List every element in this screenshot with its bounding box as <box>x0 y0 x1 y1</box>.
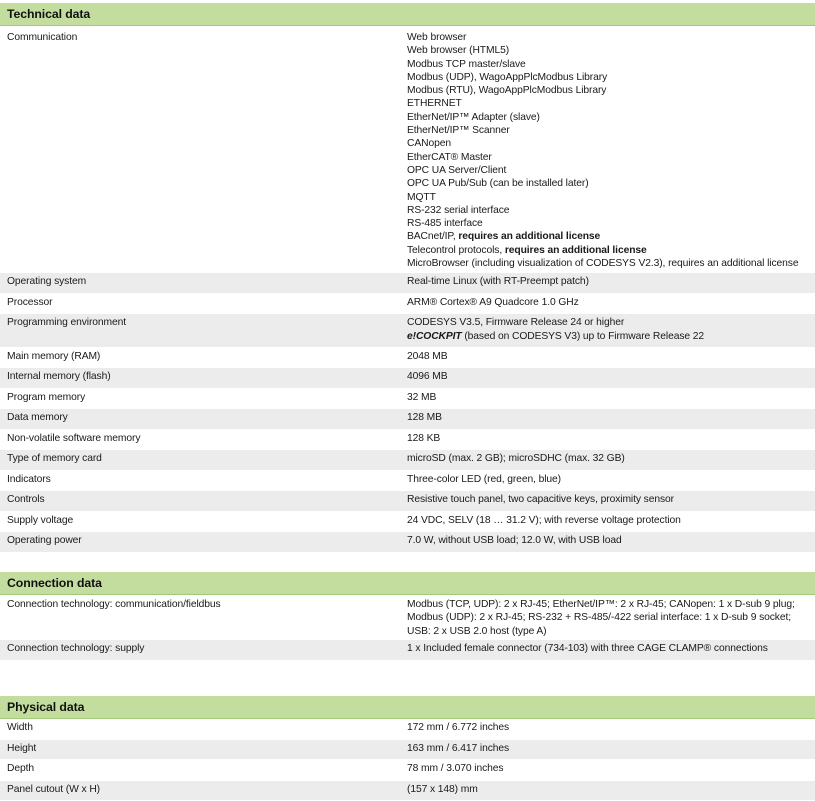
spec-value: 4096 MB <box>407 368 815 388</box>
comm-item: Modbus (UDP), WagoAppPlcModbus Library <box>407 71 815 84</box>
spec-row <box>0 719 815 740</box>
spec-label: Program memory <box>0 389 407 409</box>
spec-value: 128 MB <box>407 409 815 429</box>
spec-row <box>0 781 815 801</box>
comm-item: Modbus TCP master/slave <box>407 58 815 71</box>
section-title-technical: Technical data <box>0 3 815 26</box>
row-communication <box>0 26 815 273</box>
spec-row <box>0 471 815 492</box>
spec-value: 2048 MB <box>407 348 815 368</box>
communication-list <box>407 31 815 270</box>
fieldbus-line: Modbus (UDP): 2 x RJ-45; RS-232 + RS-485/-422 serial interface: 1 x D-sub 9 socket; <box>407 611 815 624</box>
section-title-physical: Physical data <box>0 696 815 719</box>
spec-label: Data memory <box>0 409 407 429</box>
comm-item: ETHERNET <box>407 97 815 110</box>
spec-row <box>0 491 815 512</box>
value-processor: ARM® Cortex® A9 Quadcore 1.0 GHz <box>407 294 815 314</box>
spec-value: 163 mm / 6.417 inches <box>407 740 815 760</box>
comm-item: CANopen <box>407 137 815 150</box>
spec-value: 128 KB <box>407 430 815 450</box>
spec-row <box>0 409 815 430</box>
value-prog-env-line2: e!COCKPIT (based on CODESYS V3) up to Firmware Release 22 <box>407 330 815 343</box>
fieldbus-line: USB: 2 x USB 2.0 host (type A) <box>407 625 815 638</box>
comm-item: EtherCAT® Master <box>407 151 815 164</box>
comm-item: OPC UA Server/Client <box>407 164 815 177</box>
row-fieldbus <box>0 595 815 640</box>
label-programming-environment: Programming environment <box>7 316 407 329</box>
spec-value: 78 mm / 3.070 inches <box>407 760 815 780</box>
spec-row <box>0 348 815 369</box>
connection-data-section <box>0 572 815 661</box>
comm-item: MQTT <box>407 191 815 204</box>
comm-item-bacnet: BACnet/IP, requires an additional license <box>407 230 815 243</box>
spec-label: Operating power <box>0 532 407 552</box>
spec-value: Resistive touch panel, two capacitive keys, proximity sensor <box>407 491 815 511</box>
spec-row <box>0 532 815 553</box>
spec-row <box>0 512 815 533</box>
technical-data-section <box>0 3 815 553</box>
spec-label: Internal memory (flash) <box>0 368 407 388</box>
row-processor <box>0 294 815 315</box>
row-programming-environment <box>0 314 815 348</box>
comm-item-microbrowser: MicroBrowser (including visualization of CODESYS V2.3), requires an additional license <box>407 257 815 270</box>
spec-value: microSD (max. 2 GB); microSDHC (max. 32 GB) <box>407 450 815 470</box>
spec-value: 7.0 W, without USB load; 12.0 W, with USB load <box>407 532 815 552</box>
comm-item: Web browser (HTML5) <box>407 44 815 57</box>
spec-label: Depth <box>0 760 407 780</box>
spec-row <box>0 368 815 389</box>
spec-value: 24 VDC, SELV (18 … 31.2 V); with reverse voltage protection <box>407 512 815 532</box>
comm-item: EtherNet/IP™ Scanner <box>407 124 815 137</box>
spec-label: Panel cutout (W x H) <box>0 781 407 801</box>
spec-row <box>0 389 815 410</box>
label-fieldbus: Connection technology: communication/fieldbus <box>7 598 407 611</box>
comm-item: OPC UA Pub/Sub (can be installed later) <box>407 177 815 190</box>
spec-row <box>0 430 815 451</box>
spec-row <box>0 740 815 761</box>
row-operating-system <box>0 273 815 294</box>
comm-item: Web browser <box>407 31 815 44</box>
spec-row <box>0 450 815 471</box>
comm-item-telecontrol: Telecontrol protocols, requires an additional license <box>407 244 815 257</box>
spec-value: 172 mm / 6.772 inches <box>407 719 815 739</box>
section-title-connection: Connection data <box>0 572 815 595</box>
spec-value: 32 MB <box>407 389 815 409</box>
comm-item: EtherNet/IP™ Adapter (slave) <box>407 111 815 124</box>
value-operating-system: Real-time Linux (with RT-Preempt patch) <box>407 273 815 293</box>
spec-label: Non-volatile software memory <box>0 430 407 450</box>
label-operating-system: Operating system <box>0 273 407 293</box>
label-communication: Communication <box>7 31 407 44</box>
comm-item: RS-485 interface <box>407 217 815 230</box>
fieldbus-line: Modbus (TCP, UDP): 2 x RJ-45; EtherNet/IP™: 2 x RJ-45; CANopen: 1 x D-sub 9 plug; <box>407 598 815 611</box>
spec-label: Height <box>0 740 407 760</box>
row-supply-connection <box>0 640 815 661</box>
value-prog-env-line1: CODESYS V3.5, Firmware Release 24 or higher <box>407 316 815 329</box>
comm-item: RS-232 serial interface <box>407 204 815 217</box>
spec-label: Width <box>0 719 407 739</box>
spec-value: (157 x 148) mm <box>407 781 815 801</box>
spec-label: Main memory (RAM) <box>0 348 407 368</box>
spec-label: Indicators <box>0 471 407 491</box>
comm-item: Modbus (RTU), WagoAppPlcModbus Library <box>407 84 815 97</box>
spec-label: Supply voltage <box>0 512 407 532</box>
value-supply-connection: 1 x Included female connector (734-103) with three CAGE CLAMP® connections <box>407 640 815 660</box>
spec-value: Three-color LED (red, green, blue) <box>407 471 815 491</box>
label-supply-connection: Connection technology: supply <box>0 640 407 660</box>
spec-label: Type of memory card <box>0 450 407 470</box>
label-processor: Processor <box>0 294 407 314</box>
spec-label: Controls <box>0 491 407 511</box>
spec-row <box>0 760 815 781</box>
physical-data-section <box>0 696 815 801</box>
